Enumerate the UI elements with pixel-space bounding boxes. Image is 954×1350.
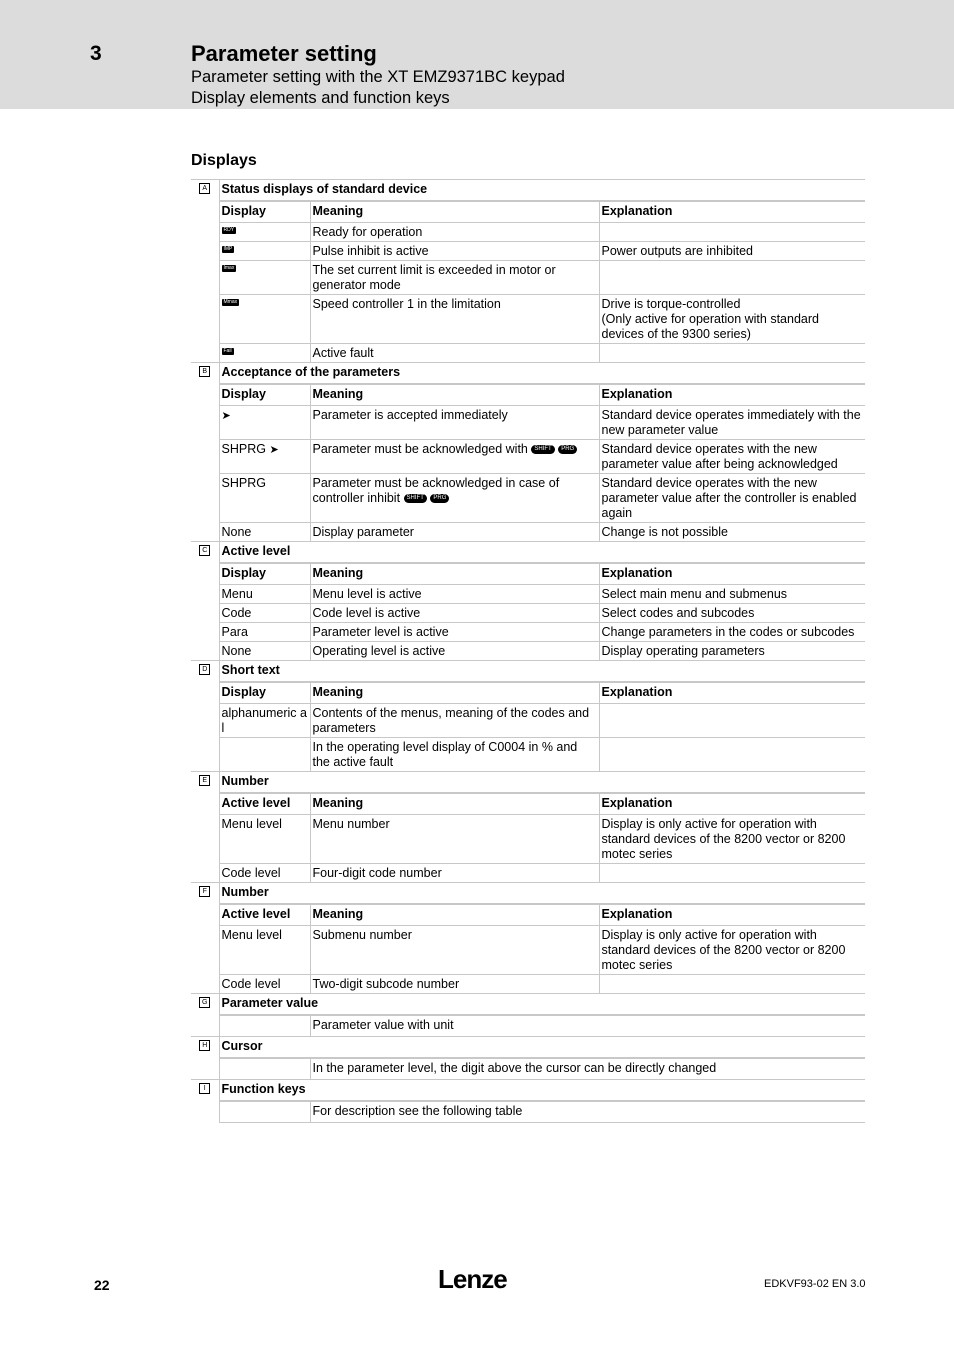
meaning-cell: Active fault	[310, 344, 599, 363]
section-g-letter-cell	[191, 994, 219, 1037]
meaning-cell: Menu number	[310, 815, 599, 864]
meaning-cell: Parameter level is active	[310, 623, 599, 642]
section-title: Status displays of standard device	[219, 180, 865, 202]
accept-arrow-icon: ➤	[269, 444, 279, 456]
column-header-meaning: Meaning	[310, 201, 599, 223]
section-h-title-row	[191, 1037, 865, 1059]
table-header-row	[191, 201, 865, 223]
section-title: Acceptance of the parameters	[219, 363, 865, 385]
explanation-cell: Display is only active for operation with standard devices of the 8200 vector or 8200 motec series	[599, 815, 865, 864]
lcd-fail-icon: Fail	[223, 348, 232, 354]
meaning-cell: Pulse inhibit is active	[310, 242, 599, 261]
table-row	[191, 975, 865, 994]
section-letter: E	[199, 775, 210, 786]
meaning-cell: Two-digit subcode number	[310, 975, 599, 994]
table-row	[191, 474, 865, 523]
section-g-title-row	[191, 994, 865, 1016]
table-header-row	[191, 793, 865, 815]
display-cell: SHPRG	[219, 474, 310, 523]
column-header-explanation: Explanation	[599, 563, 865, 585]
section-letter: H	[199, 1040, 210, 1051]
description-cell: For description see the following table	[310, 1101, 865, 1123]
meaning-cell: Code level is active	[310, 604, 599, 623]
header-band	[0, 0, 954, 109]
explanation-cell: Change is not possible	[599, 523, 865, 542]
section-title: Parameter value	[219, 994, 865, 1016]
lcd-imax-icon: Imax	[223, 265, 235, 271]
section-c-title-row	[191, 542, 865, 564]
subtitle-1: Parameter setting with the XT EMZ9371BC keypad	[191, 68, 565, 86]
explanation-cell: Select main menu and submenus	[599, 585, 865, 604]
column-header-active-level: Active level	[219, 793, 310, 815]
chapter-number: 3	[90, 42, 102, 65]
table-header-row	[191, 904, 865, 926]
explanation-cell: Standard device operates with the new parameter value after being acknowledged	[599, 440, 865, 474]
explanation-cell: Standard device operates with the new parameter value after the controller is enabled again	[599, 474, 865, 523]
column-header-explanation: Explanation	[599, 384, 865, 406]
section-h-letter-cell	[191, 1037, 219, 1080]
meaning-cell: In the operating level display of C0004 in % and the active fault	[310, 738, 599, 772]
display-cell: Menu level	[219, 815, 310, 864]
section-f-title-row	[191, 883, 865, 905]
explanation-cell: Change parameters in the codes or subcodes	[599, 623, 865, 642]
explanation-cell	[599, 738, 865, 772]
column-header-meaning: Meaning	[310, 793, 599, 815]
meaning-cell: Speed controller 1 in the limitation	[310, 295, 599, 344]
lenze-logo: Lenze	[438, 1264, 507, 1294]
section-b-letter-cell	[191, 363, 219, 542]
lcd-imp-icon: IMP	[223, 246, 233, 252]
table-header-row	[191, 682, 865, 704]
explanation-cell: Power outputs are inhibited	[599, 242, 865, 261]
display-cell: Code level	[219, 864, 310, 883]
section-f-letter-cell	[191, 883, 219, 994]
lcd-mmax-icon: Mmax	[223, 299, 238, 305]
column-header-meaning: Meaning	[310, 384, 599, 406]
table-row	[191, 295, 865, 344]
meaning-cell: The set current limit is exceeded in motor or generator mode	[310, 261, 599, 295]
section-letter: C	[199, 545, 210, 556]
column-header-explanation: Explanation	[599, 793, 865, 815]
column-header-meaning: Meaning	[310, 904, 599, 926]
section-d-letter-cell	[191, 661, 219, 772]
table-row	[191, 864, 865, 883]
section-i-letter-cell	[191, 1080, 219, 1123]
subtitle-2: Display elements and function keys	[191, 89, 450, 107]
display-cell: SHPRG	[221, 442, 266, 456]
column-header-explanation: Explanation	[599, 904, 865, 926]
section-title: Short text	[219, 661, 865, 683]
column-header-explanation: Explanation	[599, 682, 865, 704]
table-row	[191, 642, 865, 661]
table-row	[191, 1058, 865, 1080]
display-cell: None	[219, 523, 310, 542]
section-letter: G	[199, 997, 210, 1008]
prg-key-icon: PRG	[558, 445, 577, 454]
page-title: Parameter setting	[191, 41, 377, 66]
displays-table	[191, 179, 865, 1123]
section-letter: A	[199, 183, 210, 194]
section-letter: I	[199, 1083, 210, 1094]
section-e-letter-cell	[191, 772, 219, 883]
section-title: Function keys	[219, 1080, 865, 1102]
column-header-display: Display	[219, 563, 310, 585]
table-header-row	[191, 384, 865, 406]
column-header-explanation: Explanation	[599, 201, 865, 223]
table-row	[191, 704, 865, 738]
explanation-cell	[599, 975, 865, 994]
section-d-title-row	[191, 661, 865, 683]
meaning-cell: Menu level is active	[310, 585, 599, 604]
display-cell: Menu	[219, 585, 310, 604]
display-cell: None	[219, 642, 310, 661]
prg-key-icon: PRG	[430, 494, 449, 503]
explanation-cell	[599, 344, 865, 363]
section-title: Cursor	[219, 1037, 865, 1059]
explanation-cell	[599, 261, 865, 295]
meaning-cell: Parameter must be acknowledged with	[312, 442, 528, 456]
table-row	[191, 242, 865, 261]
section-title: Active level	[219, 542, 865, 564]
display-cell: Code level	[219, 975, 310, 994]
meaning-cell: Four-digit code number	[310, 864, 599, 883]
explanation-cell	[599, 223, 865, 242]
table-row	[191, 815, 865, 864]
explanation-line: Drive is torque-controlled	[601, 297, 741, 311]
table-row	[191, 261, 865, 295]
section-letter: D	[199, 664, 210, 675]
explanation-cell: Display operating parameters	[599, 642, 865, 661]
section-i-title-row	[191, 1080, 865, 1102]
explanation-cell	[599, 704, 865, 738]
table-row	[191, 1015, 865, 1037]
shift-key-icon: SHIFT	[531, 445, 554, 454]
explanation-cell: Select codes and subcodes	[599, 604, 865, 623]
table-row	[191, 440, 865, 474]
section-letter: F	[199, 886, 210, 897]
table-header-row	[191, 563, 865, 585]
column-header-display: Display	[219, 682, 310, 704]
meaning-cell: Parameter is accepted immediately	[310, 406, 599, 440]
meaning-cell: Operating level is active	[310, 642, 599, 661]
description-cell: Parameter value with unit	[310, 1015, 865, 1037]
column-header-meaning: Meaning	[310, 682, 599, 704]
table-row	[191, 523, 865, 542]
section-letter: B	[199, 366, 210, 377]
meaning-cell: Display parameter	[310, 523, 599, 542]
column-header-active-level: Active level	[219, 904, 310, 926]
table-row	[191, 604, 865, 623]
section-b-title-row	[191, 363, 865, 385]
meaning-cell: Parameter must be acknowledged in case of controller inhibit	[312, 476, 560, 505]
lcd-rdy-icon: RDY	[223, 227, 235, 233]
section-c-letter-cell	[191, 542, 219, 661]
display-cell: Para	[219, 623, 310, 642]
table-row	[191, 1101, 865, 1123]
table-row	[191, 223, 865, 242]
table-row	[191, 738, 865, 772]
description-cell: In the parameter level, the digit above the cursor can be directly changed	[310, 1058, 865, 1080]
display-cell: Code	[219, 604, 310, 623]
section-heading: Displays	[191, 152, 257, 169]
explanation-line: (Only active for operation with standard devices of the 9300 series)	[601, 312, 819, 341]
accept-arrow-icon: ➤	[221, 410, 231, 422]
meaning-cell: Ready for operation	[310, 223, 599, 242]
meaning-cell: Contents of the menus, meaning of the codes and parameters	[310, 704, 599, 738]
section-a-letter-cell	[191, 180, 219, 363]
document-id: EDKVF93-02 EN 3.0	[764, 1278, 866, 1290]
explanation-cell: Display is only active for operation with standard devices of the 8200 vector or 8200 motec series	[599, 926, 865, 975]
column-header-meaning: Meaning	[310, 563, 599, 585]
table-row	[191, 406, 865, 440]
column-header-display: Display	[219, 384, 310, 406]
shift-key-icon: SHIFT	[404, 494, 427, 503]
table-row	[191, 585, 865, 604]
section-title: Number	[219, 883, 865, 905]
section-title: Number	[219, 772, 865, 794]
page-number: 22	[94, 1277, 110, 1293]
table-row	[191, 926, 865, 975]
meaning-cell: Submenu number	[310, 926, 599, 975]
section-a-title-row	[191, 180, 865, 202]
section-e-title-row	[191, 772, 865, 794]
table-row	[191, 623, 865, 642]
display-cell: Menu level	[219, 926, 310, 975]
explanation-cell	[599, 295, 865, 344]
explanation-cell	[599, 864, 865, 883]
table-row	[191, 344, 865, 363]
display-cell	[219, 738, 310, 772]
explanation-cell: Standard device operates immediately with the new parameter value	[599, 406, 865, 440]
display-cell: alphanumeric al	[219, 704, 310, 738]
column-header-display: Display	[219, 201, 310, 223]
